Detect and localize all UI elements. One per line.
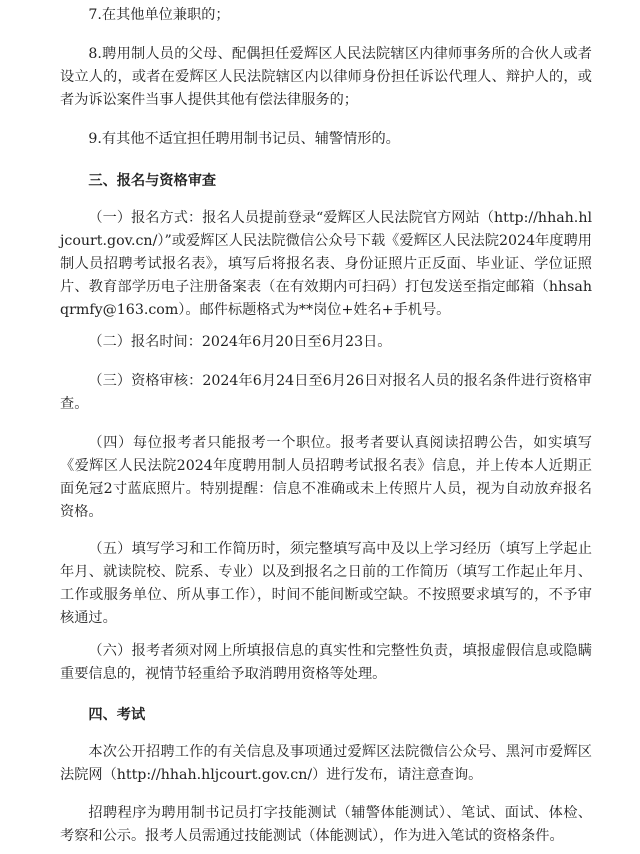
resume-requirements-paragraph: （五）填写学习和工作简历时，须完整填写高中及以上学习经历（填写上学起止年月、就读院校、院系、专业）以及到报名之日前的工作简历（填写工作起止年月、工作或服务单位、所从事工作），时间不能间断或空缺。不按照要求填写的，不予审核通过。 <box>60 541 592 626</box>
registration-method-paragraph: （一）报名方式：报名人员提前登录“爱辉区人民法院官方网站（http://hhah.hljcourt.gov.cn/）”或爱辉区人民法院微信公众号下载《爱辉区人民法院2024年度聘用制人员招聘考试报名表》，填写后将报名表、身份证照片正反面、毕业证、学位证照片、教育部学历电子注册备案表（在有效期内可扫码）打包发送至指定邮箱（hhsahqrmfy@163.com）。邮件标题格式为**岗位+姓名+手机号。 <box>60 210 592 318</box>
registration-time-paragraph: （二）报名时间：2024年6月20日至6月23日。 <box>88 334 392 350</box>
information-responsibility-paragraph: （六）报考者须对网上所填报信息的真实性和完整性负责，填报虚假信息或隐瞒重要信息的，视情节轻重给予取消聘用资格等处理。 <box>60 643 592 682</box>
single-position-paragraph: （四）每位报考者只能报考一个职位。报考者要认真阅读招聘公告，如实填写《爱辉区人民法院2024年度聘用制人员招聘考试报名表》信息，并上传本人近期正面免冠2寸蓝底照片。特别提醒：信息不准确或未上传照片人员，视为自动放弃报名资格。 <box>60 435 592 520</box>
publication-notice-paragraph: 本次公开招聘工作的有关信息及事项通过爱辉区法院微信公众号、黑河市爱辉区法院网（http://hhah.hljcourt.gov.cn/）进行发布，请注意查询。 <box>60 744 592 783</box>
section-4-heading: 四、考试 <box>88 707 146 723</box>
section-3-heading: 三、报名与资格审查 <box>88 173 217 189</box>
item-9-paragraph: 9.有其他不适宜担任聘用制书记员、辅警情形的。 <box>88 131 400 147</box>
item-7-paragraph: 7.在其他单位兼职的； <box>88 7 230 23</box>
qualification-review-paragraph: （三）资格审核：2024年6月24日至6月26日对报名人员的报名条件进行资格审查。 <box>60 373 592 412</box>
item-8-paragraph: 8.聘用制人员的父母、配偶担任爱辉区人民法院辖区内律师事务所的合伙人或者设立人的，或者在爱辉区人民法院辖区内以律师身份担任诉讼代理人、辩护人的，或者为诉讼案件当事人提供其他有偿法律服务的； <box>60 46 592 108</box>
recruitment-procedure-paragraph: 招聘程序为聘用制书记员打字技能测试（辅警体能测试）、笔试、面试、体检、考察和公示。报考人员需通过技能测试（体能测试），作为进入笔试的资格条件。 <box>60 805 592 844</box>
